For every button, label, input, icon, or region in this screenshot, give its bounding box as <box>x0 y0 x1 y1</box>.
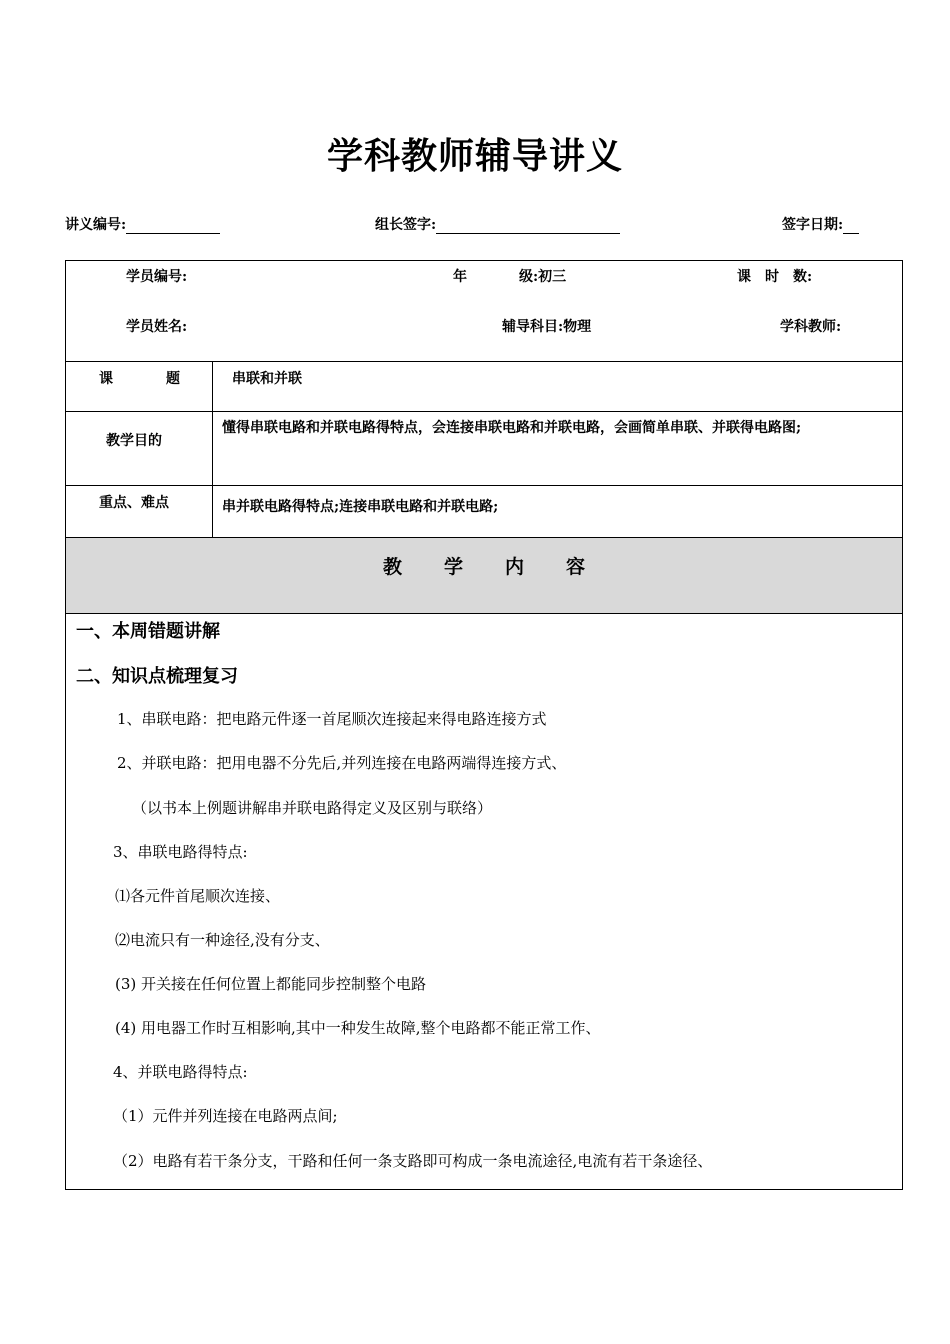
content-line: 2、并联电路：把用电器不分先后,并列连接在电路两端得连接方式、 <box>117 754 567 772</box>
content-line: (4) 用电器工作时互相影响,其中一种发生故障,整个电路都不能正常工作、 <box>115 1019 601 1037</box>
lecture-number-label: 讲义编号: <box>65 217 127 233</box>
table-column-divider <box>212 361 213 537</box>
grade-value: 级:初三 <box>519 269 567 285</box>
section-heading-errors: 一、本周错题讲解 <box>76 621 220 642</box>
content-line: 4、并联电路得特点: <box>113 1063 248 1081</box>
table-divider <box>65 613 903 614</box>
teaching-content-heading: 教学内容 <box>382 556 627 578</box>
key-points-label: 重点、难点 <box>99 495 169 511</box>
topic-label-b: 题 <box>166 371 180 387</box>
document-title: 学科教师辅导讲义 <box>326 136 623 177</box>
table-divider <box>65 537 903 538</box>
topic-value: 串联和并联 <box>232 371 302 387</box>
content-line: （2）电路有若干条分支，干路和任何一条支路即可构成一条电流途径,电流有若干条途径、 <box>113 1152 713 1170</box>
sign-date-label: 签字日期: <box>782 217 844 233</box>
table-divider <box>65 411 903 412</box>
subject-value: 辅导科目:物理 <box>502 319 592 335</box>
content-line: 1、串联电路：把电路元件逐一首尾顺次连接起来得电路连接方式 <box>117 710 547 728</box>
content-line: (3) 开关接在任何位置上都能同步控制整个电路 <box>115 975 427 993</box>
sign-date-field <box>782 214 859 234</box>
class-hours-label: 课 时 数: <box>737 269 813 285</box>
content-line: ⑴各元件首尾顺次连接、 <box>115 887 281 905</box>
content-line: （以书本上例题讲解串并联电路得定义及区别与联络） <box>132 799 493 817</box>
key-points-value: 串并联电路得特点;连接串联电路和并联电路; <box>222 499 499 515</box>
content-line: 3、串联电路得特点: <box>113 843 248 861</box>
lecture-number-field <box>65 214 220 234</box>
leader-signature-blank[interactable] <box>436 217 620 234</box>
subject-teacher-label: 学科教师: <box>780 319 842 335</box>
teaching-purpose-label: 教学目的 <box>106 433 162 449</box>
student-number-label: 学员编号: <box>126 269 188 285</box>
sign-date-blank[interactable] <box>843 217 859 234</box>
content-line: （1）元件并列连接在电路两点间; <box>113 1107 338 1125</box>
table-divider <box>65 361 903 362</box>
leader-signature-field <box>375 214 620 234</box>
teaching-purpose-value: 懂得串联电路和并联电路得特点，会连接串联电路和并联电路，会画简单串联、并联得电路图; <box>222 420 802 436</box>
grade-label-prefix: 年 <box>453 269 467 285</box>
lecture-number-blank[interactable] <box>126 217 220 234</box>
student-name-label: 学员姓名: <box>126 319 188 335</box>
leader-signature-label: 组长签字: <box>375 217 437 233</box>
topic-label-a: 课 <box>99 371 113 387</box>
table-divider <box>65 485 903 486</box>
content-line: ⑵电流只有一种途径,没有分支、 <box>115 931 330 949</box>
section-heading-review: 二、知识点梳理复习 <box>76 666 238 687</box>
